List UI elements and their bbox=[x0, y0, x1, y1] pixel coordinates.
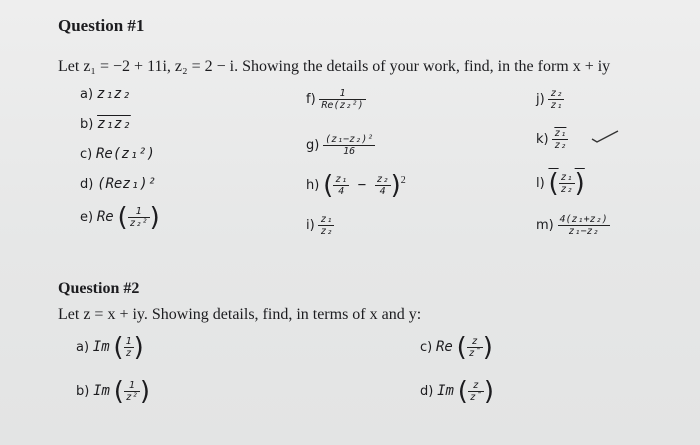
q1-item-f bbox=[306, 88, 366, 111]
q1-item-h: h) ( $\frac{\text{z₁}}{4}$ − $\frac{\text{z₂}}{4}$ )$^2$ bbox=[306, 170, 406, 201]
question-1-intro: Let z₁ = −2 + 11i, z₂ = 2 − i. Showing the details of your work, find, in the form x + iy bbox=[58, 58, 611, 75]
q1-label-i: i) bbox=[306, 217, 315, 233]
q1-m-fraction: $\frac{\text{4(z₁+z₂)}}{\text{z₁−z₂}}$ bbox=[559, 214, 608, 237]
q1-expr-b: z₁z₂ bbox=[97, 116, 131, 132]
q2-item-d: d) Im ( $\frac{z}{z̄}$ ) bbox=[420, 376, 495, 407]
q1-label-d: d) bbox=[80, 177, 94, 192]
q2-b-fraction: $\frac{1}{\text{z²}}$ bbox=[125, 380, 138, 403]
q2-a-fraction: $\frac{1}{z}$ bbox=[125, 336, 132, 359]
q1-label-b: b) bbox=[80, 117, 94, 132]
question-1-title: Question #1 bbox=[58, 16, 145, 35]
q1-item-c bbox=[80, 146, 155, 163]
question-2-title: Question #2 bbox=[58, 280, 140, 297]
q1-item-a bbox=[80, 86, 131, 103]
q2-item-b: b) Im ( $\frac{1}{\text{z²}}$ ) bbox=[76, 376, 151, 407]
q2-label-d: d) bbox=[420, 383, 434, 399]
q1-f-fraction: $\frac{1}{\text{Re(z₂²)}}$ bbox=[321, 88, 364, 111]
q1-item-g bbox=[306, 134, 375, 157]
q2-a-fn: Im bbox=[92, 338, 110, 355]
question-2-intro: Let z = x + iy. Showing details, find, in terms of x and y: bbox=[58, 306, 422, 323]
q2-d-fraction: $\frac{z}{z̄}$ bbox=[469, 380, 482, 403]
q2-label-b: b) bbox=[76, 383, 90, 399]
q2-d-fn: Im bbox=[437, 382, 454, 399]
q2-label-a: a) bbox=[76, 339, 90, 355]
q1-expr-d: (Rez₁)² bbox=[97, 176, 157, 192]
q1-j-fraction: $\frac{\text{z₂}}{\text{z₁}}$ bbox=[550, 88, 563, 111]
q1-e-fn: Re bbox=[96, 208, 114, 225]
q1-label-l: l) bbox=[536, 175, 545, 191]
q2-b-fn: Im bbox=[93, 382, 110, 399]
check-mark-icon bbox=[588, 126, 622, 146]
q1-item-l: l) ( $\frac{\text{z₁}}{\text{z₂}}$ ) bbox=[536, 168, 585, 199]
q1-g-fraction: $\frac{\text{(z₁−z₂)²}}{16}$ bbox=[325, 134, 374, 157]
q1-label-g: g) bbox=[306, 137, 320, 153]
q1-item-k bbox=[536, 128, 568, 151]
q1-e-fraction: $\frac{1}{\text{z₂²}}$ bbox=[129, 206, 148, 229]
q2-item-a: a) Im ( $\frac{1}{z}$ ) bbox=[76, 332, 144, 363]
q1-label-e: e) bbox=[80, 209, 94, 225]
q1-h-fraction-1: $\frac{\text{z₁}}{4}$ bbox=[335, 174, 348, 197]
q1-label-a: a) bbox=[80, 87, 94, 102]
q2-label-c: c) bbox=[420, 339, 433, 355]
q1-h-exponent: 2 bbox=[400, 174, 406, 186]
q2-item-c: c) Re ( $\frac{z}{z̄}$ ) bbox=[420, 332, 493, 363]
q1-label-c: c) bbox=[80, 147, 93, 162]
q1-item-d bbox=[80, 176, 156, 193]
q2-c-fraction: $\frac{z}{z̄}$ bbox=[468, 336, 481, 359]
q1-label-k: k) bbox=[536, 131, 549, 147]
q1-h-fraction-2: $\frac{\text{z₂}}{4}$ bbox=[376, 174, 389, 197]
q1-expr-a: z₁z₂ bbox=[96, 86, 131, 102]
q1-label-m: m) bbox=[536, 217, 554, 233]
q1-label-f: f) bbox=[306, 91, 316, 107]
q1-label-j: j) bbox=[536, 91, 545, 107]
q1-expr-c: Re(z₁²) bbox=[95, 146, 155, 162]
q1-i-fraction: $\frac{\text{z₁}}{\text{z₂}}$ bbox=[320, 214, 333, 237]
q1-item-e: e) Re ( $\frac{1}{\text{z₂²}}$ ) bbox=[80, 202, 160, 233]
q1-l-fraction: $\frac{\text{z₁}}{\text{z₂}}$ bbox=[560, 172, 573, 195]
q1-label-h: h) bbox=[306, 177, 320, 193]
q1-item-m bbox=[536, 214, 610, 237]
q1-k-fraction: $\frac{\text{z₁}}{\text{z₂}}$ bbox=[554, 128, 567, 151]
q1-item-j bbox=[536, 88, 564, 111]
q1-item-i bbox=[306, 214, 334, 237]
q2-c-fn: Re bbox=[435, 338, 453, 355]
q1-item-b bbox=[80, 116, 131, 133]
